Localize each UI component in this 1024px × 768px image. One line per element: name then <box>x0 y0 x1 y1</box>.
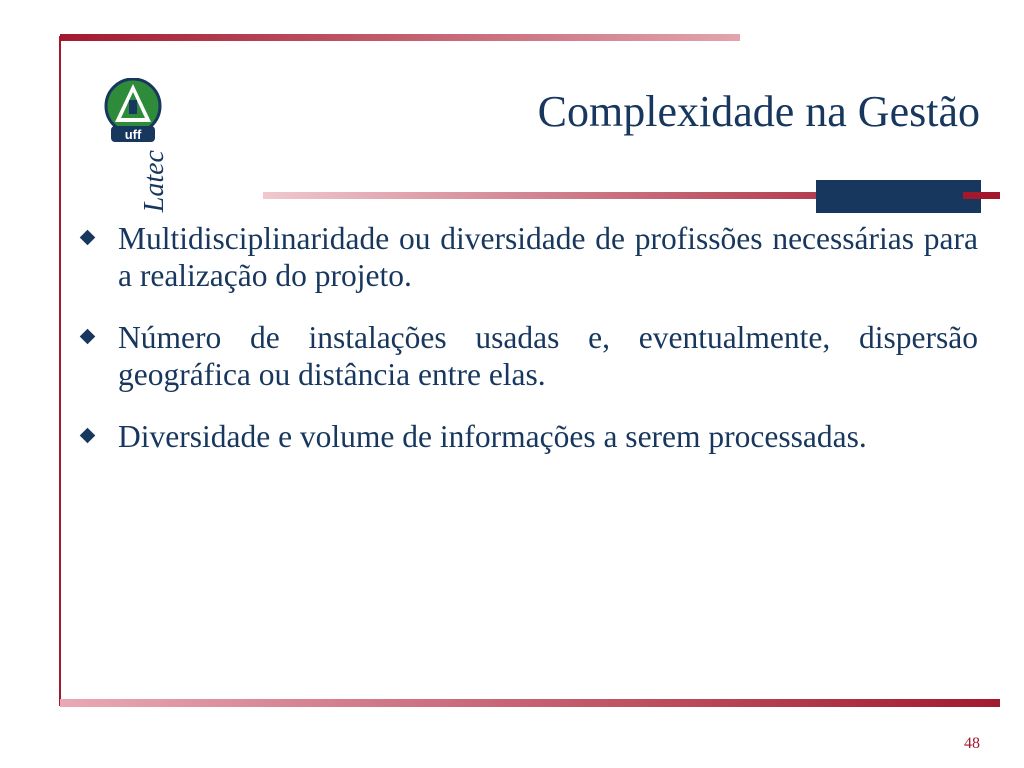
diamond-bullet-icon <box>80 428 96 444</box>
slide-title: Complexidade na Gestão <box>537 87 980 136</box>
bullet-text: Multidisciplinaridade ou diversidade de profissões necessárias para a realização do projeto. <box>118 221 978 293</box>
list-item <box>82 418 978 455</box>
bullet-text: Número de instalações usadas e, eventualmente, dispersão geográfica ou distância entre elas. <box>118 320 978 392</box>
uff-emblem-icon <box>103 78 163 148</box>
left-decorative-bar <box>59 36 61 706</box>
title-underline-end <box>963 192 1000 199</box>
logo-uff-text: uff <box>124 127 142 142</box>
page-number: 48 <box>964 735 980 752</box>
list-item <box>82 220 978 294</box>
list-item <box>82 319 978 393</box>
title-accent-block <box>816 180 981 213</box>
diamond-bullet-icon <box>80 230 96 246</box>
diamond-bullet-icon <box>80 329 96 345</box>
logo-latec-text: Latec <box>139 150 170 213</box>
top-decorative-bar <box>60 34 740 41</box>
bottom-decorative-bar <box>60 699 1000 707</box>
bullet-text: Diversidade e volume de informações a serem processadas. <box>118 419 867 454</box>
bullet-list <box>82 220 978 480</box>
